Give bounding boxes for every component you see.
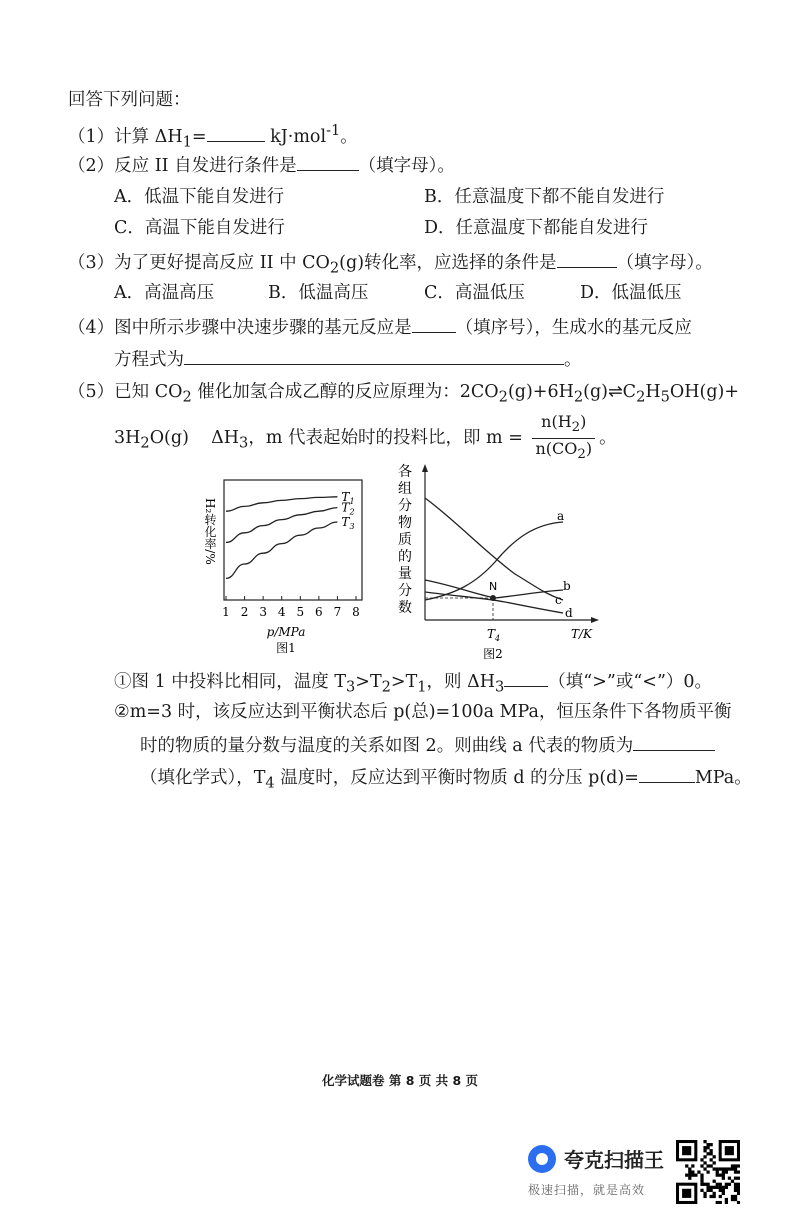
- sub1-b: >T: [355, 672, 382, 692]
- qr-module: [716, 1174, 719, 1177]
- fig2-point-n-label: N: [489, 580, 498, 593]
- q4-line1b: （填序号），生成水的基元反应: [455, 318, 692, 338]
- qr-module: [713, 1155, 716, 1158]
- qr-module: [734, 1177, 737, 1180]
- qr-module: [722, 1186, 725, 1189]
- q4-line1a: （4）图中所示步骤中决速步骤的基元反应是: [68, 318, 412, 338]
- fig1-label-main: T: [341, 500, 350, 515]
- fig2-xmark-main: T: [487, 627, 496, 641]
- q5-t9: O(g) ΔH: [149, 428, 240, 449]
- q5-s1: 2: [182, 388, 192, 406]
- q1-sub: 1: [182, 133, 192, 151]
- sub-question-2: ②m=3 时，该反应达到平衡状态后 p(总)=100a MPa，恒压条件下各物质平衡: [114, 702, 732, 722]
- sub2-answer-blank-2[interactable]: [639, 764, 695, 783]
- qr-module: [703, 1140, 706, 1143]
- fig2-x-arrow-icon: [591, 617, 599, 623]
- qr-module: [719, 1201, 722, 1204]
- qr-module: [734, 1167, 737, 1170]
- qr-module: [719, 1174, 722, 1177]
- qr-module: [722, 1170, 725, 1173]
- qr-module: [734, 1189, 737, 1192]
- sub2-l3a: （填化学式），T: [140, 768, 266, 788]
- qr-module: [706, 1170, 709, 1173]
- sub2-answer-blank-1[interactable]: [633, 732, 715, 751]
- q5-t1: （5）已知 CO: [68, 382, 183, 402]
- fig1-label-T3: [341, 515, 354, 531]
- q4-line2b: 。: [564, 350, 582, 370]
- question-5-line-2: [114, 412, 617, 465]
- qr-module: [685, 1174, 688, 1177]
- sub1-answer-blank[interactable]: [504, 668, 548, 687]
- qr-module: [716, 1170, 719, 1173]
- fig2-ylabel-char: 组: [398, 481, 412, 497]
- question-4-line-2: [114, 346, 582, 372]
- qr-module: [710, 1195, 713, 1198]
- q5-t2: 催化加氢合成乙醇的反应原理为：2CO: [191, 382, 499, 402]
- qr-module: [700, 1183, 703, 1186]
- q2-option-d: D．任意温度下都能自发进行: [424, 218, 649, 238]
- fig2-y-arrow-icon: [422, 464, 428, 472]
- fig2-ylabel-char: 各: [398, 464, 412, 480]
- qr-module: [722, 1192, 725, 1195]
- fig2-ylabel-char: 质: [398, 532, 412, 548]
- qr-module: [731, 1167, 734, 1170]
- qr-module: [734, 1186, 737, 1189]
- question-2: [68, 152, 455, 178]
- fig2-ylabel-char: 的: [398, 549, 412, 565]
- sub2-l2: 时的物质的量分数与温度的关系如图 2。则曲线 a 代表的物质为: [140, 736, 634, 756]
- qr-module: [710, 1158, 713, 1161]
- qr-module: [703, 1155, 706, 1158]
- q5-t3: (g)+6H: [507, 382, 574, 402]
- qr-module: [710, 1152, 713, 1155]
- qr-module: [719, 1186, 722, 1189]
- qr-module: [725, 1170, 728, 1173]
- q5-s4: 2: [636, 388, 646, 406]
- sub1-s3: 1: [417, 678, 427, 696]
- brand-slogan: 极速扫描，就是高效: [528, 1183, 646, 1197]
- q2-option-c: C．高温下能自发进行: [114, 218, 285, 238]
- qr-module: [722, 1174, 725, 1177]
- sub1-e: （填“>”或“<”）0。: [548, 672, 713, 692]
- q5-s6: 2: [140, 434, 150, 452]
- qr-module: [703, 1149, 706, 1152]
- q3-mid: (g)转化率，应选择的条件是: [339, 253, 557, 273]
- q5-s3: 2: [573, 388, 584, 406]
- q5-s7: 3: [239, 434, 249, 452]
- q5-t10: ，m 代表起始时的投料比，即 m =: [248, 428, 523, 449]
- fig2-label-c: c: [555, 593, 562, 607]
- q2-option-a: A．低温下能自发进行: [114, 187, 285, 207]
- fig1-ylabel: H₂转化率/%: [203, 498, 217, 565]
- q2-option-b: B．任意温度下都不能自发进行: [424, 187, 665, 207]
- qr-module: [700, 1180, 703, 1183]
- qr-module: [688, 1167, 691, 1170]
- qr-module: [716, 1201, 719, 1204]
- sub-question-2-line-2: [140, 732, 715, 758]
- qr-module: [703, 1167, 706, 1170]
- q1-sup: -1: [326, 122, 341, 139]
- qr-module: [688, 1174, 691, 1177]
- qr-module: [719, 1189, 722, 1192]
- fig1-label-main: T: [341, 489, 350, 504]
- sub2-l3c: MPa。: [694, 768, 752, 788]
- qr-module: [706, 1146, 709, 1149]
- qr-module: [703, 1161, 706, 1164]
- q5-t4: (g): [583, 382, 608, 402]
- qr-module: [734, 1195, 737, 1198]
- fig2-xmark-sub: 4: [495, 634, 501, 643]
- q5-t7: OH(g)+: [669, 382, 740, 402]
- num-sub: 2: [571, 420, 581, 436]
- qr-module: [731, 1195, 734, 1198]
- qr-module: [691, 1174, 694, 1177]
- den-text: n(CO: [535, 439, 578, 459]
- num-end: ): [580, 412, 587, 431]
- qr-module: [719, 1167, 722, 1170]
- sub1-s4: 3: [495, 678, 505, 696]
- sub2-l3s: 4: [265, 774, 275, 792]
- qr-module: [706, 1164, 709, 1167]
- qr-module: [716, 1183, 719, 1186]
- sub1-c: >T: [390, 672, 418, 692]
- qr-module: [710, 1149, 713, 1152]
- qr-module: [703, 1183, 706, 1186]
- qr-module: [691, 1170, 694, 1173]
- fraction-numerator: [532, 412, 595, 439]
- qr-module: [728, 1183, 731, 1186]
- qr-module: [706, 1183, 709, 1186]
- qr-finder-core: [682, 1146, 691, 1155]
- qr-module: [737, 1189, 740, 1192]
- q5-t5: C: [622, 382, 637, 402]
- qr-module: [737, 1186, 740, 1189]
- fig1-label-sub: 3: [349, 522, 355, 531]
- ratio-fraction: [532, 412, 595, 465]
- qr-module: [737, 1170, 740, 1173]
- qr-module: [700, 1189, 703, 1192]
- fig2-caption: 图2: [483, 647, 503, 661]
- qr-module: [737, 1164, 740, 1167]
- qr-module: [700, 1164, 703, 1167]
- qr-module: [713, 1192, 716, 1195]
- sub-question-2-line-3: [140, 764, 752, 796]
- qr-module: [710, 1189, 713, 1192]
- fig1-xtick-label: 2: [240, 605, 249, 619]
- fig1-xtick-label: 3: [259, 605, 267, 619]
- fig2-point-n: [490, 595, 496, 601]
- fig2-ylabel-char: 物: [398, 515, 412, 531]
- q2-tail: （填字母）。: [358, 156, 455, 176]
- qr-module: [719, 1195, 722, 1198]
- qr-module: [706, 1186, 709, 1189]
- sub2-l3b: 温度时，反应达到平衡时物质 d 的分压 p(d)=: [274, 768, 639, 788]
- qr-module: [710, 1164, 713, 1167]
- fig1-label-sub: 2: [349, 507, 355, 517]
- q3-answer-blank[interactable]: [557, 249, 617, 268]
- q5-t6: H: [645, 382, 661, 402]
- qr-module: [710, 1186, 713, 1189]
- qr-module: [716, 1186, 719, 1189]
- qr-module: [713, 1195, 716, 1198]
- qr-module: [731, 1180, 734, 1183]
- q1-end: 。: [340, 126, 358, 147]
- q2-text: （2）反应 II 自发进行条件是: [68, 156, 297, 176]
- qr-module: [706, 1143, 709, 1146]
- fig1-xtick-label: 8: [352, 605, 360, 619]
- qr-module: [737, 1177, 740, 1180]
- q2-answer-blank[interactable]: [297, 152, 359, 171]
- qr-module: [713, 1167, 716, 1170]
- qr-module: [713, 1180, 716, 1183]
- qr-module: [722, 1189, 725, 1192]
- intro-text: 回答下列问题：: [68, 90, 191, 110]
- question-5: [68, 380, 739, 410]
- fig2-label-b: b: [563, 579, 571, 593]
- scanner-watermark: [528, 1144, 668, 1198]
- question-3: [68, 249, 713, 281]
- equilibrium-arrow-icon: ⇌: [608, 382, 623, 402]
- q3-prefix: （3）为了更好提高反应 II 中 CO: [68, 253, 330, 273]
- qr-module: [734, 1198, 737, 1201]
- figure-2: [395, 462, 605, 662]
- fig1-xtick-label: 5: [296, 605, 305, 619]
- qr-module: [737, 1183, 740, 1186]
- question-4: [68, 314, 692, 340]
- sub1-s1: 3: [346, 678, 356, 696]
- sub1-d: ，则 ΔH: [426, 672, 495, 692]
- fig1-xtick-label: 1: [222, 605, 230, 619]
- qr-module: [737, 1201, 740, 1204]
- qr-module: [725, 1183, 728, 1186]
- q3-option-c: C．高温低压: [424, 283, 525, 303]
- qr-module: [688, 1170, 691, 1173]
- q3-option-a: A．高温高压: [114, 283, 215, 303]
- brand-name: 夸克扫描王: [564, 1148, 664, 1172]
- qr-module: [734, 1170, 737, 1173]
- qr-module: [725, 1198, 728, 1201]
- qr-module: [691, 1164, 694, 1167]
- fig1-xtick-label: 7: [333, 605, 342, 619]
- qr-code-icon: [676, 1140, 740, 1204]
- fig2-ylabel-char: 分: [398, 498, 412, 514]
- qr-module: [703, 1146, 706, 1149]
- qr-module: [694, 1174, 697, 1177]
- fig2-ylabel-char: 量: [398, 566, 412, 582]
- qr-module: [706, 1189, 709, 1192]
- qr-finder-core: [725, 1146, 734, 1155]
- qr-module: [706, 1152, 709, 1155]
- qr-module: [697, 1170, 700, 1173]
- q3-sub: 2: [329, 259, 340, 277]
- qr-module: [688, 1177, 691, 1180]
- figure-1: [190, 478, 380, 658]
- fig1-xtick-label: 6: [315, 605, 323, 619]
- q1-answer-blank[interactable]: [207, 123, 265, 142]
- qr-module: [700, 1174, 703, 1177]
- fig2-ylabel-char: 数: [398, 600, 412, 616]
- question-1: [68, 119, 358, 154]
- qr-module: [700, 1177, 703, 1180]
- fig1-xlabel: p/MPa: [266, 625, 306, 639]
- qr-module: [703, 1192, 706, 1195]
- q5-t11: 。: [599, 428, 617, 449]
- fig1-label-main: T: [341, 515, 350, 529]
- qr-module: [725, 1201, 728, 1204]
- q5-t8: 3H: [114, 428, 141, 449]
- q1-mid: =: [191, 126, 207, 147]
- qr-module: [731, 1198, 734, 1201]
- sub1-s2: 2: [381, 678, 391, 696]
- fig1-label-sub: 1: [349, 496, 355, 506]
- fig2-xlabel: T/K: [571, 627, 593, 641]
- qr-module: [728, 1177, 731, 1180]
- q5-s5: 5: [660, 388, 670, 406]
- qr-module: [710, 1143, 713, 1146]
- qr-module: [703, 1195, 706, 1198]
- fig2-label-d: d: [565, 606, 573, 620]
- q1-prefix: （1）计算 ΔH: [68, 126, 183, 147]
- fig2-ylabel-char: 分: [398, 583, 412, 599]
- num-text: n(H: [541, 412, 572, 431]
- q1-unit: kJ·mol: [270, 126, 327, 147]
- sub1-a: ①图 1 中投料比相同，温度 T: [114, 672, 346, 692]
- qr-module: [713, 1186, 716, 1189]
- qr-module: [685, 1164, 688, 1167]
- fig1-caption: 图1: [276, 641, 296, 655]
- qr-module: [734, 1164, 737, 1167]
- q3-option-d: D．低温低压: [580, 283, 682, 303]
- fig1-curve-T2: [226, 508, 337, 543]
- qr-module: [737, 1192, 740, 1195]
- page-footer: 化学试题卷 第 8 页 共 8 页: [321, 1073, 478, 1088]
- fig1-curve-T1: [226, 497, 337, 511]
- qr-module: [731, 1164, 734, 1167]
- qr-module: [725, 1186, 728, 1189]
- q3-tail: （填字母）。: [616, 253, 713, 273]
- qr-module: [725, 1167, 728, 1170]
- qr-module: [716, 1167, 719, 1170]
- qr-module: [719, 1183, 722, 1186]
- sub-question-1: [114, 668, 712, 700]
- fig1-xtick-label: 4: [277, 605, 286, 619]
- qr-module: [722, 1177, 725, 1180]
- fig1-curve-T3: [226, 522, 337, 578]
- qr-module: [734, 1183, 737, 1186]
- quark-logo-icon: [528, 1145, 556, 1173]
- qr-module: [700, 1158, 703, 1161]
- q3-option-b: B．低温高压: [268, 283, 369, 303]
- fig2-label-a: a: [557, 509, 565, 523]
- qr-finder-core: [682, 1189, 691, 1198]
- qr-module: [728, 1167, 731, 1170]
- q5-s2: 2: [498, 388, 508, 406]
- q4-answer-blank-2[interactable]: [184, 346, 564, 365]
- qr-module: [722, 1167, 725, 1170]
- fig2-xmark: [487, 627, 500, 643]
- q4-line2a: 方程式为: [114, 350, 184, 370]
- q4-answer-blank-1[interactable]: [412, 314, 456, 333]
- den-sub: 2: [577, 447, 586, 463]
- qr-module: [713, 1161, 716, 1164]
- den-end: ): [585, 439, 593, 459]
